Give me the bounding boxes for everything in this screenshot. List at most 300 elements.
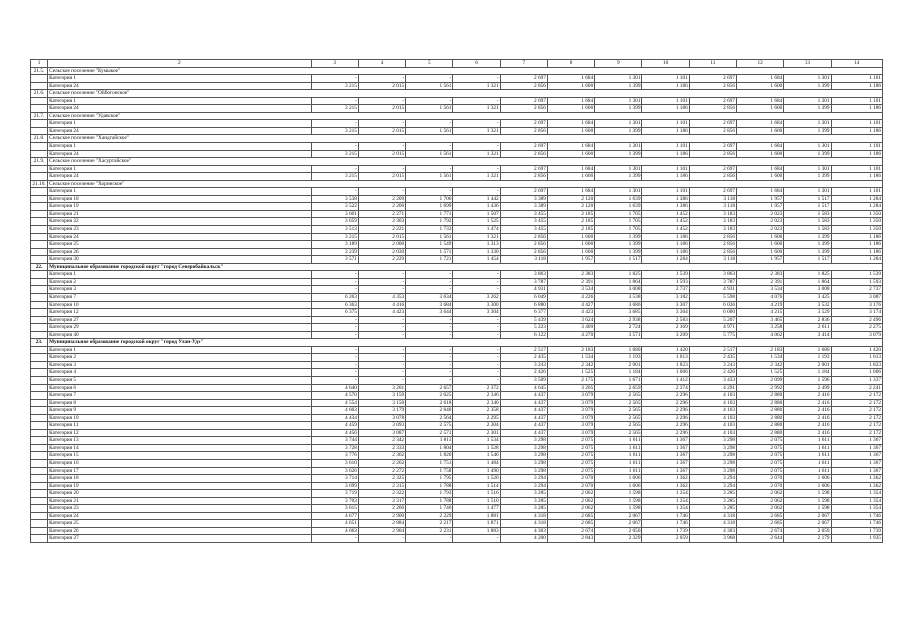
table-row xyxy=(31,120,883,128)
value-cell: - xyxy=(358,316,405,324)
value-cell: 1 539 xyxy=(831,271,882,279)
row-number-cell xyxy=(31,188,48,196)
value-cell: 2 938 xyxy=(595,316,642,324)
category-label-cell: Категория 1 xyxy=(48,346,312,354)
value-cell: 2 856 xyxy=(500,233,547,241)
value-cell: 4 103 xyxy=(689,407,736,415)
table-row xyxy=(31,467,883,475)
value-cell: 1 705 xyxy=(595,210,642,218)
value-cell: 2 856 xyxy=(689,248,736,256)
value-cell: 1 442 xyxy=(453,195,500,203)
value-cell: 6 377 xyxy=(500,309,547,317)
section-title-cell: Сельское поселение "Кумыкое" xyxy=(48,67,883,75)
row-number-cell xyxy=(31,210,48,218)
value-cell: 2 575 xyxy=(406,422,453,430)
value-cell: 2 023 xyxy=(737,218,784,226)
value-cell: 6 363 xyxy=(311,301,358,309)
table-row xyxy=(31,422,883,430)
value-cell: 1 354 xyxy=(831,490,882,498)
value-cell: 3 298 xyxy=(500,452,547,460)
value-cell: 2 001 xyxy=(595,361,642,369)
value-cell: 1 788 xyxy=(406,482,453,490)
value-cell: - xyxy=(311,75,358,83)
value-cell: 4 318 xyxy=(500,512,547,520)
value-cell: - xyxy=(406,324,453,332)
value-cell: 2 372 xyxy=(453,384,500,392)
value-cell: 2 050 xyxy=(595,527,642,535)
value-cell: 1 386 xyxy=(642,203,689,211)
value-cell: - xyxy=(453,286,500,294)
value-cell: 1 399 xyxy=(595,233,642,241)
value-cell: 1 746 xyxy=(831,512,882,520)
value-cell: 1 771 xyxy=(406,210,453,218)
value-cell: - xyxy=(453,346,500,354)
value-cell: 1 186 xyxy=(642,241,689,249)
value-cell: 2 737 xyxy=(642,286,689,294)
value-cell: 2 697 xyxy=(689,188,736,196)
value-cell: 3 684 xyxy=(406,301,453,309)
value-cell: - xyxy=(453,120,500,128)
value-cell: 3 008 xyxy=(595,286,642,294)
value-cell: 3 183 xyxy=(689,226,736,234)
section-row xyxy=(31,67,883,75)
value-cell: 1 186 xyxy=(642,248,689,256)
value-cell: - xyxy=(453,535,500,543)
value-cell: 2 880 xyxy=(737,407,784,415)
value-cell: 3 079 xyxy=(547,399,594,407)
category-label-cell: Категория 12 xyxy=(48,429,312,437)
value-cell: 2 015 xyxy=(358,233,405,241)
value-cell: 2 659 xyxy=(595,384,642,392)
value-cell: 2 172 xyxy=(831,422,882,430)
category-label-cell: Категория 27 xyxy=(48,316,312,324)
value-cell: 1 600 xyxy=(737,105,784,113)
value-cell: 1 301 xyxy=(784,165,831,173)
value-cell: 1 101 xyxy=(642,143,689,151)
category-label-cell: Категория 40 xyxy=(48,331,312,339)
value-cell: 1 746 xyxy=(831,520,882,528)
table-row xyxy=(31,293,883,301)
value-cell: 3 078 xyxy=(358,414,405,422)
value-cell: 1 420 xyxy=(642,346,689,354)
table-row xyxy=(31,520,883,528)
value-cell: 2 001 xyxy=(784,361,831,369)
value-cell: 1 795 xyxy=(406,475,453,483)
value-cell: 1 739 xyxy=(642,527,689,535)
value-cell: 1 101 xyxy=(831,75,882,83)
value-cell: 1 684 xyxy=(547,75,594,83)
value-cell: 3 215 xyxy=(311,150,358,158)
row-number-cell xyxy=(31,309,48,317)
row-number-cell xyxy=(31,361,48,369)
value-cell: - xyxy=(406,75,453,83)
row-number-cell: 23. xyxy=(31,339,48,347)
value-cell: 2 856 xyxy=(689,241,736,249)
value-cell: 4 645 xyxy=(500,384,547,392)
value-cell: 1 399 xyxy=(595,248,642,256)
value-cell: 1 362 xyxy=(642,475,689,483)
value-cell: 3 685 xyxy=(595,309,642,317)
value-cell: - xyxy=(311,331,358,339)
value-cell: 2 362 xyxy=(358,452,405,460)
value-cell: 1 606 xyxy=(784,475,831,483)
value-cell: 1 561 xyxy=(406,173,453,181)
value-cell: 2 075 xyxy=(547,459,594,467)
category-label-cell: Категория 10 xyxy=(48,414,312,422)
value-cell: 4 640 xyxy=(311,384,358,392)
header-cell: 9 xyxy=(595,60,642,68)
value-cell: 1 600 xyxy=(737,82,784,90)
value-cell: 1 452 xyxy=(642,210,689,218)
value-cell: 2 724 xyxy=(595,324,642,332)
value-cell: 4 603 xyxy=(311,407,358,415)
value-cell: 4 318 xyxy=(500,520,547,528)
value-cell: 2 183 xyxy=(547,346,594,354)
table-row xyxy=(31,535,883,543)
value-cell: 3 079 xyxy=(547,422,594,430)
value-cell: 2 571 xyxy=(406,429,453,437)
value-cell: - xyxy=(453,271,500,279)
value-cell: 3 433 xyxy=(689,376,736,384)
value-cell: - xyxy=(311,346,358,354)
value-cell: 1 193 xyxy=(784,354,831,362)
table-row xyxy=(31,331,883,339)
value-cell: - xyxy=(311,286,358,294)
value-cell: - xyxy=(453,75,500,83)
value-cell: 2 880 xyxy=(737,422,784,430)
value-cell: 1 101 xyxy=(831,143,882,151)
value-cell: 4 663 xyxy=(311,527,358,535)
category-label-cell: Категория 30 xyxy=(48,256,312,264)
value-cell: 1 367 xyxy=(642,459,689,467)
value-cell: 1 539 xyxy=(642,271,689,279)
table-row xyxy=(31,105,883,113)
value-cell: - xyxy=(406,165,453,173)
value-cell: 1 935 xyxy=(831,535,882,543)
value-cell: 1 101 xyxy=(642,120,689,128)
row-number-cell xyxy=(31,482,48,490)
row-number-cell xyxy=(31,399,48,407)
value-cell: 2 015 xyxy=(358,150,405,158)
value-cell: 1 606 xyxy=(784,482,831,490)
value-cell: 1 399 xyxy=(595,150,642,158)
value-cell: 3 626 xyxy=(311,467,358,475)
value-cell: 1 454 xyxy=(453,256,500,264)
value-cell: 3 714 xyxy=(311,475,358,483)
value-cell: 3 968 xyxy=(689,535,736,543)
table-row xyxy=(31,309,883,317)
value-cell: 4 437 xyxy=(500,392,547,400)
value-cell: - xyxy=(311,97,358,105)
value-cell: 4 215 xyxy=(737,309,784,317)
value-cell: 3 686 xyxy=(595,301,642,309)
value-cell: 1 611 xyxy=(784,437,831,445)
value-cell: - xyxy=(406,376,453,384)
value-cell: 1 684 xyxy=(547,143,594,151)
value-cell: 2 383 xyxy=(547,271,594,279)
value-cell: - xyxy=(453,165,500,173)
value-cell: 2 229 xyxy=(358,256,405,264)
section-row xyxy=(31,90,883,98)
value-cell: 1 350 xyxy=(831,226,882,234)
value-cell: 1 101 xyxy=(831,165,882,173)
row-number-cell xyxy=(31,505,48,513)
header-cell: 6 xyxy=(453,60,500,68)
table-row xyxy=(31,286,883,294)
section-title-cell: Сельское поселение "Хандгайское" xyxy=(48,135,883,143)
value-cell: 2 685 xyxy=(737,512,784,520)
value-cell: 2 342 xyxy=(358,437,405,445)
value-cell: 1 706 xyxy=(406,195,453,203)
value-cell: 1 864 xyxy=(784,278,831,286)
value-cell: 1 957 xyxy=(737,203,784,211)
value-cell: 1 514 xyxy=(453,482,500,490)
value-cell: 2 231 xyxy=(406,527,453,535)
value-cell: 1 684 xyxy=(547,165,594,173)
value-cell: 1 680 xyxy=(595,346,642,354)
value-cell: 1 350 xyxy=(831,218,882,226)
value-cell: 3 093 xyxy=(358,422,405,430)
category-label-cell: Категория 15 xyxy=(48,452,312,460)
value-cell: 1 823 xyxy=(642,361,689,369)
value-cell: 1 593 xyxy=(831,278,882,286)
value-cell: 1 101 xyxy=(642,165,689,173)
value-cell: - xyxy=(453,376,500,384)
value-cell: 2 172 xyxy=(831,407,882,415)
table-row xyxy=(31,399,883,407)
table-row xyxy=(31,414,883,422)
value-cell: 3 079 xyxy=(547,407,594,415)
value-cell: 2 856 xyxy=(689,82,736,90)
row-number-cell xyxy=(31,535,48,543)
value-cell: 2 062 xyxy=(547,497,594,505)
value-cell: 1 611 xyxy=(784,459,831,467)
value-cell: 2 015 xyxy=(358,82,405,90)
value-cell: 1 399 xyxy=(784,105,831,113)
value-cell: 5 775 xyxy=(689,331,736,339)
value-cell: 2 416 xyxy=(784,399,831,407)
value-cell: 2 183 xyxy=(737,346,784,354)
table-row xyxy=(31,346,883,354)
value-cell: 1 561 xyxy=(406,82,453,90)
value-cell: 3 298 xyxy=(689,452,736,460)
section-row xyxy=(31,112,883,120)
value-cell: 2 325 xyxy=(358,475,405,483)
value-cell: 1 746 xyxy=(642,512,689,520)
value-cell: 1 367 xyxy=(642,444,689,452)
value-cell: 2 836 xyxy=(784,316,831,324)
value-cell: 2 062 xyxy=(737,490,784,498)
value-cell: 2 342 xyxy=(737,361,784,369)
value-cell: 2 315 xyxy=(358,482,405,490)
category-label-cell: Категория 10 xyxy=(48,301,312,309)
value-cell: 3 008 xyxy=(784,286,831,294)
row-number-cell xyxy=(31,293,48,301)
value-cell: - xyxy=(406,120,453,128)
value-cell: 3 532 xyxy=(784,301,831,309)
value-cell: 2 067 xyxy=(595,520,642,528)
value-cell: 1 611 xyxy=(784,452,831,460)
value-cell: 2 015 xyxy=(358,173,405,181)
value-cell: 1 684 xyxy=(737,120,784,128)
value-cell: 1 600 xyxy=(547,105,594,113)
category-label-cell: Категория 7 xyxy=(48,293,312,301)
row-number-cell: 21.8. xyxy=(31,135,48,143)
value-cell: 4 226 xyxy=(547,293,594,301)
value-cell: 2 565 xyxy=(595,414,642,422)
value-cell: 1 420 xyxy=(831,346,882,354)
value-cell: - xyxy=(406,331,453,339)
value-cell: 2 565 xyxy=(595,399,642,407)
value-cell: 2 271 xyxy=(358,210,405,218)
value-cell: 1 284 xyxy=(831,256,882,264)
value-cell: 1 367 xyxy=(831,459,882,467)
value-cell: 6 000 xyxy=(689,309,736,317)
row-number-cell xyxy=(31,414,48,422)
value-cell: 1 399 xyxy=(595,82,642,90)
value-cell: 1 528 xyxy=(453,444,500,452)
row-number-cell xyxy=(31,256,48,264)
value-cell: 4 437 xyxy=(500,407,547,415)
value-cell: 3 601 xyxy=(311,210,358,218)
value-cell: 5 598 xyxy=(689,293,736,301)
row-number-cell: 21.6. xyxy=(31,90,48,98)
value-cell: 1 184 xyxy=(595,369,642,377)
value-cell: 2 317 xyxy=(358,497,405,505)
value-cell: 1 186 xyxy=(831,248,882,256)
value-cell: 3 176 xyxy=(831,301,882,309)
value-cell: 2 185 xyxy=(547,210,594,218)
value-cell: 1 354 xyxy=(642,497,689,505)
header-cell: 10 xyxy=(642,60,689,68)
row-number-cell xyxy=(31,120,48,128)
value-cell: 3 118 xyxy=(500,256,547,264)
value-cell: 2 416 xyxy=(784,407,831,415)
category-label-cell: Категория 29 xyxy=(48,324,312,332)
value-cell: 4 434 xyxy=(311,414,358,422)
value-cell: 1 561 xyxy=(406,150,453,158)
value-cell: 2 685 xyxy=(547,520,594,528)
value-cell: 3 294 xyxy=(689,482,736,490)
value-cell: 1 186 xyxy=(831,82,882,90)
value-cell: 3 183 xyxy=(689,210,736,218)
value-cell: 1 013 xyxy=(642,354,689,362)
value-cell: 3 179 xyxy=(358,407,405,415)
value-cell: 2 075 xyxy=(737,437,784,445)
value-cell: 1 367 xyxy=(831,437,882,445)
value-cell: 2 070 xyxy=(547,475,594,483)
value-cell: 2 120 xyxy=(547,203,594,211)
value-cell: - xyxy=(311,354,358,362)
value-cell: 2 099 xyxy=(737,376,784,384)
value-cell: - xyxy=(358,165,405,173)
value-cell: 3 294 xyxy=(689,475,736,483)
category-label-cell: Категория 5 xyxy=(48,376,312,384)
value-cell: 1 301 xyxy=(784,97,831,105)
row-number-cell xyxy=(31,233,48,241)
value-cell: 1 301 xyxy=(784,120,831,128)
value-cell: 3 425 xyxy=(784,293,831,301)
value-cell: 2 856 xyxy=(500,241,547,249)
row-number-cell xyxy=(31,346,48,354)
value-cell: 2 435 xyxy=(500,354,547,362)
value-cell: 6 122 xyxy=(500,331,547,339)
value-cell: 2 435 xyxy=(689,354,736,362)
value-cell: 1 507 xyxy=(453,210,500,218)
value-cell: 1 301 xyxy=(595,165,642,173)
value-cell: 1 101 xyxy=(642,97,689,105)
category-label-cell: Категория 24 xyxy=(48,82,312,90)
value-cell: 3 534 xyxy=(737,286,784,294)
value-cell: 5 207 xyxy=(689,316,736,324)
row-number-cell xyxy=(31,248,48,256)
section-title-cell: Сельское поселение "Хоринское" xyxy=(48,180,883,188)
value-cell: 2 697 xyxy=(689,165,736,173)
value-cell: 1 321 xyxy=(453,150,500,158)
section-row xyxy=(31,180,883,188)
value-cell: - xyxy=(311,188,358,196)
value-cell: 2 260 xyxy=(358,505,405,513)
value-cell: 3 285 xyxy=(689,497,736,505)
value-cell: 1 354 xyxy=(831,497,882,505)
value-cell: - xyxy=(406,188,453,196)
row-number-cell xyxy=(31,105,48,113)
value-cell: 2 880 xyxy=(737,392,784,400)
value-cell: 2 856 xyxy=(500,127,547,135)
value-cell: 2 295 xyxy=(453,414,500,422)
value-cell: 1 534 xyxy=(547,354,594,362)
value-cell: 2 172 xyxy=(831,392,882,400)
value-cell: 3 863 xyxy=(500,271,547,279)
table-row xyxy=(31,248,883,256)
section-title-cell: Сельское поселение "Ойбогонское" xyxy=(48,90,883,98)
value-cell: 3 285 xyxy=(500,497,547,505)
table-row xyxy=(31,482,883,490)
value-cell: 2 737 xyxy=(831,286,882,294)
value-cell: 1 561 xyxy=(406,233,453,241)
category-label-cell: Категория 1 xyxy=(48,120,312,128)
value-cell: 2 843 xyxy=(547,535,594,543)
value-cell: - xyxy=(406,286,453,294)
value-cell: 4 103 xyxy=(689,414,736,422)
category-label-cell: Категория 6 xyxy=(48,384,312,392)
table-row xyxy=(31,210,883,218)
table-row xyxy=(31,384,883,392)
section-row xyxy=(31,339,883,347)
table-row xyxy=(31,527,883,535)
value-cell: 1 321 xyxy=(453,233,500,241)
section-title-cell: Сельское поселение "Удавское" xyxy=(48,112,883,120)
value-cell: 2 333 xyxy=(358,444,405,452)
value-cell: - xyxy=(358,376,405,384)
value-cell: 1 598 xyxy=(784,505,831,513)
category-label-cell: Категория 1 xyxy=(48,75,312,83)
value-cell: 4 062 xyxy=(737,331,784,339)
value-cell: 1 600 xyxy=(547,150,594,158)
value-cell: 3 183 xyxy=(689,218,736,226)
value-cell: 1 733 xyxy=(406,226,453,234)
row-number-cell: 21.9. xyxy=(31,158,48,166)
category-label-cell: Категория 4 xyxy=(48,369,312,377)
category-label-cell: Категория 2 xyxy=(48,278,312,286)
value-cell: 1 367 xyxy=(642,437,689,445)
value-cell: 1 739 xyxy=(831,527,882,535)
value-cell: 4 270 xyxy=(547,331,594,339)
value-cell: 1 321 xyxy=(453,105,500,113)
value-cell: - xyxy=(358,271,405,279)
table-row xyxy=(31,324,883,332)
value-cell: 4 103 xyxy=(689,399,736,407)
